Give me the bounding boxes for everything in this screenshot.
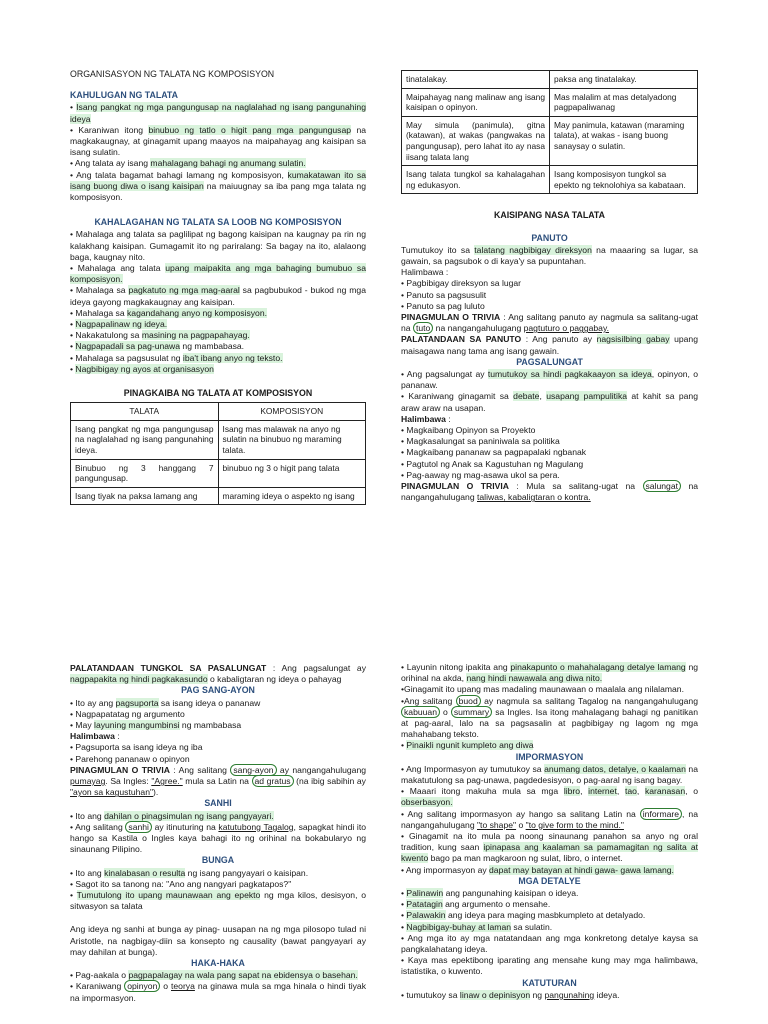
text-segment: na maiuugnay sa iba pang mga talata ng komposisyon. — [70, 180, 366, 203]
text-segment: • Mahalaga ang talata — [70, 263, 166, 274]
highlighted-phrase: Palinawin — [406, 888, 444, 899]
highlighted-phrase: upang maipakita ang mga bahaging bumubuo sa komposisyon. — [70, 263, 366, 285]
text-segment: mula sa Latin na — [182, 776, 252, 787]
highlighted-phrase: pinakapunto o mahahalagang detalye lamang — [510, 662, 686, 672]
circled-word: sanhi — [125, 821, 152, 833]
text-segment: ideya. — [594, 989, 620, 1000]
paragraph — [70, 868, 366, 879]
text-segment: • Kaya mas epektibong iparating ang mensahe kung may mga halimbawa, istatistika, o kuwento. — [401, 955, 698, 977]
highlighted-phrase: debate — [513, 391, 540, 402]
text-segment: ). — [153, 787, 159, 798]
text-segment: • Ang talata bagamat bahagi lamang ng komposisyon, — [70, 169, 288, 180]
text-segment: Halimbawa : — [401, 267, 449, 278]
text-segment: , opinyon, o pananaw. — [401, 368, 698, 391]
paragraph — [70, 811, 366, 822]
text-segment: , — [580, 786, 589, 797]
paragraph — [401, 369, 698, 391]
highlighted-phrase: kinalabasan o resulta — [104, 867, 186, 878]
bold-label: PINAGMULAN O TRIVIA — [70, 764, 170, 775]
text-segment: , sapagkat hindi ito hango sa Kastila o Ingles kaya bahagi ito ng orihinal na bokabularyo ng sinaunang Pilipino. — [70, 821, 366, 855]
text-segment: • Mahalaga sa — [70, 307, 127, 318]
text-segment: • May — [70, 720, 95, 731]
table-header-komposisyon: KOMPOSISYON — [218, 403, 366, 421]
paragraph — [401, 955, 698, 977]
text-segment: , o — [685, 786, 698, 797]
paragraph — [401, 786, 698, 808]
text-segment: • — [401, 899, 407, 910]
circled-word: informare — [640, 808, 682, 820]
highlighted-phrase: Pinaikli ngunit kumpleto ang diwa — [406, 740, 534, 751]
table-row — [71, 487, 366, 505]
highlighted-phrase: tao — [624, 786, 637, 797]
section-heading: SANHI — [204, 798, 232, 809]
highlighted-phrase: Nagpapalinaw ng ideya. — [75, 319, 168, 330]
text-segment: • Ang salitang impormasyon ay hango sa salitang Latin na — [401, 808, 640, 819]
text-segment: • Nagpapatatag ng argumento — [70, 708, 185, 719]
table-cell: Mas malalim at mas detalyadong pagpapaliwanag — [550, 88, 698, 116]
table-cell: binubuo ng 3 o higit pang talata — [218, 459, 366, 487]
text-segment: • Pag-aakala o — [70, 970, 129, 981]
paragraph — [70, 709, 366, 720]
text-segment: • Ang pagsalungat ay — [401, 368, 488, 379]
bold-label: PALATANDAAN SA PANUTO — [401, 334, 522, 345]
highlighted-phrase: Tumutulong ito upang maunawaan ang epekto — [76, 890, 261, 901]
section-heading: PAG SANG-AYON — [181, 685, 255, 696]
highlighted-phrase: nagsisilbing gabay — [596, 334, 670, 345]
text-segment: , na nangangahulugang — [401, 808, 698, 830]
text-segment: ang pangunahing kaisipan o ideya. — [443, 888, 579, 899]
highlighted-phrase: anumang datos, detalye, o kaalaman — [544, 763, 686, 774]
text-segment: • Ginagamit na ito mula pa noong sinaunang panahon sa anyo ng oral tradition, kung saan — [401, 831, 698, 853]
section-heading: KATUTURAN — [522, 977, 577, 988]
comparison-table — [70, 402, 366, 505]
highlighted-phrase: Palawakin — [406, 910, 446, 921]
paragraph — [70, 158, 366, 169]
highlighted-phrase: nang hindi nawawala ang diwa nito. — [466, 673, 603, 684]
text-segment: : Ang panuto ay — [521, 334, 597, 345]
text-segment: ng isang pangyayari o kaisipan. — [185, 867, 309, 878]
text-segment: • Pagsuporta sa isang ideya ng iba — [70, 742, 203, 753]
text-segment: : Ang salitang — [169, 764, 231, 775]
circled-word: buod — [456, 695, 481, 707]
paragraph — [70, 754, 366, 765]
paragraph — [401, 414, 698, 425]
text-segment: bago pa man magkaroon ng sulat, libro, o internet. — [428, 853, 623, 864]
text-segment: • Parehong pananaw o opinyon — [70, 753, 190, 764]
paragraph — [401, 278, 698, 289]
text-segment: • — [70, 319, 76, 330]
highlighted-phrase: talatang nagbibigay direksyon — [474, 244, 592, 255]
circled-word: sang-ayon — [230, 764, 276, 776]
highlighted-phrase: nagpapakita ng hindi pagkakasundo — [70, 674, 208, 685]
text-segment: • Mahalaga ang talata sa paglilipat ng bagong kaisipan na kaugnay pa rin ng kalakhang kaisipan. Gumagamit ito ng pariralang: Sa bagay na ito, alalaong baga, kaugnay nito. — [70, 229, 366, 262]
text-segment: • tumutukoy sa — [401, 989, 460, 1000]
paragraph — [70, 353, 366, 364]
table-row — [71, 459, 366, 487]
text-segment: • — [401, 888, 407, 899]
text-segment: • Mahalaga sa — [70, 285, 129, 296]
table-row — [71, 420, 366, 459]
paragraph — [70, 970, 366, 981]
paragraph — [70, 364, 366, 375]
page1-right-column — [401, 70, 698, 503]
paragraph — [401, 662, 698, 684]
table-cell: Isang komposisyon tungkol sa epekto ng teknolohiya sa kabataan. — [550, 166, 698, 194]
text-segment: • Magkaibang pananaw sa pagpapalaki ngbanak — [401, 447, 587, 458]
paragraph — [401, 391, 698, 413]
paragraph — [401, 312, 698, 334]
table-header-row — [71, 403, 366, 421]
highlighted-phrase: usapang pampulitika — [546, 391, 628, 402]
table-cell: tinatalakay. — [402, 71, 550, 89]
text-segment: na ginawa mula sa mga hinala o hindi tiyak na impormasyon. — [70, 981, 366, 1003]
paragraph — [401, 990, 698, 1001]
table-cell: paksa ang tinatalakay. — [550, 71, 698, 89]
text-segment: • Ang impormasyon ay — [401, 864, 490, 875]
text-segment: • — [70, 102, 77, 113]
text-segment: na nangangahulugang — [433, 323, 524, 334]
text-segment: • Karaniwang — [70, 981, 125, 992]
paragraph — [70, 170, 366, 204]
paragraph — [401, 425, 698, 436]
paragraph — [401, 481, 698, 503]
table-cell: Isang tiyak na paksa lamang ang — [71, 487, 219, 505]
paragraph — [401, 865, 698, 876]
underlined-phrase: "to give form to the mind." — [525, 819, 624, 830]
underlined-phrase: pagtuturo o paggabay. — [523, 323, 609, 334]
paragraph — [70, 229, 366, 263]
text-segment: • — [70, 341, 76, 352]
highlighted-phrase: tumutukoy sa hindi pagkakaayon sa ideya — [487, 368, 652, 379]
paragraph — [70, 720, 366, 731]
paragraph — [401, 290, 698, 301]
text-segment: , — [636, 786, 645, 797]
paragraph — [70, 663, 366, 685]
text-segment: o — [439, 706, 451, 717]
table-cell: Isang mas malawak na anyo ng sulatin na binubuo ng maraming talata. — [218, 420, 366, 459]
text-segment: •Ang salitang — [401, 695, 456, 706]
text-segment: • Ang talata ay isang — [70, 158, 151, 169]
paragraph — [401, 809, 698, 831]
text-segment: • Ito ang — [70, 810, 105, 821]
circled-word: opinyon — [124, 980, 160, 992]
underlined-phrase: teorya — [171, 981, 195, 992]
text-segment: Tumutukoy ito sa — [401, 244, 475, 255]
paragraph — [401, 267, 698, 278]
paragraph — [70, 125, 366, 159]
section-heading-panuto: PANUTO — [531, 232, 568, 243]
text-segment: ay nangangahulugang — [276, 764, 367, 775]
highlighted-phrase: obserbasyon. — [401, 797, 453, 808]
text-segment: at kahit sa pang araw araw na usapan. — [401, 391, 698, 413]
bold-label: PINAGMULAN O TRIVIA — [401, 481, 509, 492]
highlighted-phrase: pagkatuto ng mga mag-aaral — [128, 285, 240, 296]
page1-left-column — [70, 69, 366, 505]
text-segment: , — [539, 391, 547, 402]
highlighted-phrase: Nagpapadali sa pag-unawa — [75, 341, 181, 352]
kahulugan-list — [70, 102, 366, 203]
highlighted-phrase: Patatagin — [406, 899, 443, 910]
text-segment: • — [70, 363, 76, 374]
text-segment: o — [516, 819, 526, 830]
paragraph — [70, 698, 366, 709]
text-segment: •Ginagamit ito upang mas madaling maunawaan o maalala ang nilalaman. — [401, 684, 684, 695]
text-segment: • Pagtutol ng Anak sa Kagustuhan ng Magulang — [401, 458, 584, 469]
highlighted-phrase: ipinapasa ang kaalaman sa pamamagitan ng salita at kwento — [401, 842, 698, 864]
paragraph — [70, 742, 366, 753]
page2-left-column — [70, 663, 366, 1004]
text-segment: ng orihinal na akda, — [401, 662, 698, 684]
circled-word: tuto — [413, 322, 433, 334]
text-segment: o — [160, 981, 171, 992]
highlighted-phrase: kagandahang anyo ng komposisyon. — [127, 307, 267, 318]
paragraph — [70, 731, 366, 742]
highlighted-phrase: mahalagang bahagi ng anumang sulatin. — [150, 158, 306, 169]
text-segment: • Ito ang — [70, 867, 105, 878]
text-segment: • — [401, 921, 407, 932]
highlighted-phrase: libro — [563, 786, 581, 797]
underlined-phrase: katutubong Tagalog — [218, 821, 294, 832]
text-segment: : — [114, 731, 120, 742]
table-row — [402, 166, 698, 194]
table-row — [402, 116, 698, 165]
document-title: ORGANISASYON NG TALATA NG KOMPOSISYON — [70, 69, 275, 79]
circled-word: ad gratus — [252, 775, 294, 787]
table-cell: maraming ideya o aspekto ng isang — [218, 487, 366, 505]
text-segment: na nangangahulugang — [401, 481, 699, 503]
highlighted-phrase: dapat may batayan at hindi gawa- gawa lamang. — [489, 864, 674, 875]
text-segment: sa isang ideya o pananaw — [158, 697, 261, 708]
paragraph — [401, 910, 698, 921]
text-segment: • — [70, 890, 77, 901]
text-segment: • Ang mga ito ay mga natatandaan ang mga konkretong detalye kaysa sa pangkalahatang ideya. — [401, 932, 698, 955]
text-segment: • Magkasalungat sa paniniwala sa politika — [401, 436, 560, 447]
text-segment: • Ang Impormasyon ay tumutukoy sa — [401, 763, 545, 774]
comparison-table-continued — [401, 70, 698, 194]
paragraph — [70, 879, 366, 890]
comparison-table-continued-body — [402, 71, 698, 194]
paragraph — [401, 696, 698, 741]
section-heading-pagsalungat: PAGSALUNGAT — [516, 356, 583, 367]
underlined-phrase: pumayag — [70, 776, 106, 787]
paragraph — [401, 245, 698, 267]
paragraph — [401, 684, 698, 695]
bold-label: Halimbawa — [70, 731, 115, 742]
section-heading: HAKA-HAKA — [191, 958, 245, 969]
bold-label: Halimbawa — [401, 413, 446, 424]
highlighted-phrase: internet — [588, 786, 617, 797]
highlighted-phrase: pagpapalagay na wala pang sapat na ebidensya o basehan. — [128, 970, 358, 981]
text-segment: • Ito ay ang — [70, 697, 116, 708]
pagsalungat-content — [401, 369, 698, 503]
section-heading: MGA DETALYE — [518, 875, 581, 886]
page2-right-column — [401, 662, 698, 1001]
text-segment: ang ideya para maging masbkumpleto at detalyado. — [445, 910, 646, 921]
highlighted-phrase: Nagbibigay ng ayos at organisasyon — [75, 363, 214, 374]
paragraph — [70, 822, 366, 856]
text-segment: sa pagbubukod - bukod ng mga ideya gayong magkakaugnay ang kaisipan. — [70, 285, 366, 307]
highlighted-phrase: pagsuporta — [115, 697, 159, 708]
highlighted-phrase: linaw o depinisyon — [459, 989, 531, 1000]
underlined-phrase: taliwas, kabaligtaran o kontra. — [477, 492, 591, 503]
table-cell: Binubuo ng 3 hanggang 7 pangungusap. — [71, 459, 219, 487]
circled-word: salungat — [643, 480, 682, 492]
text-segment: • Layunin nitong ipakita ang — [401, 662, 511, 672]
text-segment: (na ibig sabihin ay — [293, 776, 366, 787]
text-segment: • Nakakatulong sa — [70, 330, 142, 341]
circled-word: kabuuan — [401, 706, 440, 718]
table-cell: Isang talata tungkol sa kahalagahan ng edukasyon. — [402, 166, 550, 194]
text-segment: • Ang salitang — [70, 821, 126, 832]
table-row — [402, 71, 698, 89]
text-segment: • Panuto sa pag luluto — [401, 300, 485, 311]
text-segment: . Sa Ingles: — [105, 776, 152, 787]
table-cell: Maipahayag nang malinaw ang isang kaisipan o opinyon. — [402, 88, 550, 116]
paragraph — [401, 447, 698, 458]
text-segment: • Pag-aaway ng mag-asawa ukol sa pera. — [401, 469, 560, 480]
kahalagahan-list — [70, 229, 366, 375]
text-segment: : Mula sa salitang-ugat na — [508, 481, 643, 492]
paragraph — [401, 301, 698, 312]
bold-label: PALATANDAAN TUNGKOL SA PASALUNGAT — [70, 663, 267, 673]
paragraph — [401, 334, 698, 356]
paragraph — [401, 888, 698, 899]
text-segment: na maaaring sa lugar, sa gawain, sa pagsubok o di kaya'y sa pupuntahan. — [401, 244, 698, 266]
paragraph — [401, 899, 698, 910]
comparison-table-body — [71, 420, 366, 505]
section-heading-kaisipan: KAISIPANG NASA TALATA — [494, 210, 605, 221]
text-segment: Ang ideya ng sanhi at bunga ay pinag- uusapan na ng mga pilosopo tulad ni Aristotle, na nagbigay-diin sa konsepto ng causality (bawat pangyayari ay may dahilan at bunga). — [70, 924, 366, 957]
highlighted-phrase: iba't ibang anyo ng teksto. — [182, 352, 283, 363]
highlighted-phrase: masining na pagpapahayag. — [141, 330, 250, 341]
text-segment: • Maaari itong makuha mula sa mga — [401, 786, 564, 797]
paragraph — [70, 330, 366, 341]
paragraph — [401, 459, 698, 470]
paragraph — [401, 764, 698, 786]
highlighted-phrase: binubuo ng tatlo o higit pang mga pangungusap — [148, 124, 352, 135]
highlighted-phrase: Isang pangkat ng mga pangungusap na naglalahad ng isang pangunahing ideya — [70, 102, 366, 124]
text-segment: na magkakaugnay, at ginagamit upang maayos na maipahayag ang kaisipan sa isang sulatin. — [70, 124, 366, 158]
underlined-phrase: "Agree." — [151, 776, 183, 787]
text-segment: ang argumento o mensahe. — [442, 899, 551, 910]
paragraph — [70, 102, 366, 124]
text-segment: • Panuto sa pagsusulit — [401, 289, 487, 300]
text-segment: • Magkaibang Opinyon sa Proyekto — [401, 425, 536, 435]
highlighted-phrase: Nagbibigay-buhay at laman — [406, 921, 512, 932]
text-segment: • Pagbibigay direksyon sa lugar — [401, 278, 522, 289]
text-segment: o kabaligtaran ng ideya o pahayag — [207, 674, 342, 685]
highlighted-phrase: kumakatawan ito sa isang buong diwa o isang kaisipan — [70, 169, 367, 191]
text-segment: • Karaniwan itong — [70, 124, 149, 135]
text-segment: • Mahalaga sa pagsusulat ng — [70, 352, 183, 363]
text-segment: • — [401, 910, 407, 921]
circled-word: summary — [451, 706, 492, 718]
text-segment: sa Ingles. Isa itong mahalagang bahagi ng panitikan at pag-aaral, lalo na sa pagsasalin at pagbibigay ng lagom ng mga mahahabang teksto. — [401, 706, 698, 740]
paragraph — [70, 765, 366, 799]
text-segment: ay itinuturing na — [151, 821, 219, 832]
paragraph — [401, 922, 698, 933]
text-segment: : Ang salitang panuto ay nagmula sa salitang-ugat na — [401, 311, 698, 334]
text-segment: • Sagot ito sa tanong na: "Ano ang nangyari pagkatapos?" — [70, 878, 292, 889]
paragraph — [70, 924, 366, 958]
table-cell: Isang pangkat ng mga pangungusap na naglalahad ng isang pangunahing ideya. — [71, 420, 219, 459]
section-heading-kahulugan: KAHULUGAN NG TALATA — [70, 90, 178, 101]
paragraph — [401, 831, 698, 865]
text-segment: ng mambabasa — [179, 720, 242, 731]
paragraph — [70, 890, 366, 912]
bold-label: PINAGMULAN O TRIVIA — [401, 311, 501, 322]
paragraph — [70, 263, 366, 285]
paragraph — [401, 933, 698, 955]
paragraph — [70, 285, 366, 307]
paragraph — [401, 436, 698, 447]
section-heading: BUNGA — [201, 855, 235, 866]
panuto-content — [401, 245, 698, 357]
table-cell: May panimula, katawan (maraming talata), at wakas - isang buong sanaysay o sulatin. — [550, 116, 698, 165]
underlined-phrase: "to shape" — [477, 819, 517, 830]
highlighted-phrase: karanasan — [644, 786, 686, 797]
table-header-talata: TALATA — [71, 403, 219, 421]
paragraph — [70, 341, 366, 352]
underlined-phrase: "ayon sa kagustuhan" — [70, 787, 154, 798]
table-cell: May simula (panimula), gitna (katawan), at wakas (pangwakas na pangungusap), pero lahat ito ay nasa iisang talata lang — [402, 116, 550, 165]
text-segment: ng mga kilos, desisyon, o sitwasyon sa talata — [70, 890, 366, 912]
text-segment: ng mambabasa. — [180, 341, 245, 352]
paragraph — [70, 319, 366, 330]
text-segment: , — [616, 786, 625, 797]
text-segment: • Karaniwang ginagamit sa — [401, 391, 514, 402]
table-row — [402, 88, 698, 116]
text-segment: : Ang pagsalungat ay — [266, 663, 366, 673]
highlighted-phrase: dahilan o pinagsimulan ng isang pangyayari. — [104, 810, 274, 821]
text-segment: ng — [530, 989, 545, 1000]
text-segment: ay nagmula sa salitang Tagalog na nangangahulugang — [480, 695, 698, 706]
paragraph — [70, 308, 366, 319]
highlighted-phrase: layuning mangumbinsi — [94, 720, 180, 731]
paragraph — [70, 981, 366, 1003]
text-segment: : — [445, 413, 451, 424]
text-segment: • — [401, 740, 407, 751]
underlined-phrase: pangunahing — [544, 989, 595, 1000]
text-segment: sa sulatin. — [511, 921, 553, 932]
section-heading: IMPORMASYON — [515, 751, 584, 762]
table-heading: PINAGKAIBA NG TALATA AT KOMPOSISYON — [123, 388, 313, 399]
paragraph — [401, 740, 698, 751]
section-heading-kahalagahan: KAHALAGAHAN NG TALATA SA LOOB NG KOMPOSISYON — [94, 217, 342, 228]
text-segment: upang maisagawa nang tama ang isang gawain. — [401, 334, 698, 356]
text-segment: na makatutulong sa pag-unawa, pagdedesisyon, o pag-aaral ng isang bagay. — [401, 763, 698, 786]
